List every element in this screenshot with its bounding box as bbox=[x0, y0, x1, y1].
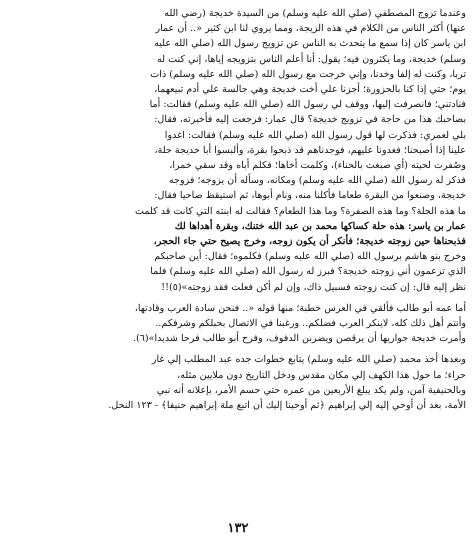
text-line: وبعدها أخذ محمد (صلي الله عليه وسلم) يتابع خطوات جده عبد المطلب إلي غار bbox=[151, 354, 466, 366]
text-line: وعندما تزوج المصطفي (صلي الله عليه وسلم) من السيدة خديجة (رضي الله bbox=[164, 8, 466, 19]
text-line: وأنتم أهل ذلك كله، لاينكر العرب فضلكم.. ورغبنا في الاتصال بحبلكم وشرفكم.. bbox=[155, 318, 466, 330]
text-line: وصُفرت لحيته (أي صبغت بالحناء)، وكلمت أخاها؛ فكلم أباه وقد سقي خمرا، bbox=[169, 160, 466, 172]
text-line: وسلم) خديجة، وما يكثرون فيه؛ يقول: أنا أعلم الناس بتزويجه إياها، إني كنت له bbox=[156, 53, 466, 65]
text-line: تربا، وكنت له إلفا وخدنا، وإني خرجت مع رسول الله (صلي الله عليه وسلم) ذات bbox=[150, 68, 466, 80]
text-line: ابن ياسر كان إذا سمع ما يتحدث به الناس عن تزويج رسول الله (صلي الله عليه bbox=[154, 38, 466, 50]
paragraph-3 bbox=[10, 352, 466, 413]
paragraph-2 bbox=[10, 301, 466, 347]
text-line: الذي تزعمون أني زوجته خديجة؟ فبرز له رسول الله (صلي الله عليه وسلم) فلما bbox=[150, 266, 466, 278]
text-line: علينا إذا أصبحنا؛ فغدونا عليهم، فوجدناهم قد ذبحوا بقرة، وألبسوا أبا خديجة حلة، bbox=[154, 144, 466, 156]
text-line: بلي لعمري: فذكرت لها قول رسول الله (صلي الله عليه وسلم) فقالت: اغدوا bbox=[164, 129, 466, 141]
text-line: وخرج بنو هاشم برسول الله (صلي الله عليه وسلم) فكلموه؛ فقال: أين صاحبكم bbox=[154, 251, 466, 263]
text-line: عنها) أكثر الناس من الكلام في هذه الزيجة، ومما يروي لنا ابن كثير «.. أن عمار bbox=[155, 23, 466, 35]
text-line: عمار بن ياسر: هذه حلة كساكها محمد بن عبد الله ختنك، وبقرة أهداها لك bbox=[174, 220, 466, 232]
text-line: وبالحنيفية آمن، ولم يكد يبلغ الأربعين من عمره حتي حسم الأمر، بإعلانه أنه نبي bbox=[156, 384, 466, 396]
page-number: ١٣٢ bbox=[227, 521, 249, 536]
text-line: فذبحناها حين زوجته خديجة؛ فأنكر أن يكون زوجه، وخرج يصيح حتي جاء الحجر، bbox=[153, 236, 466, 248]
text-line: يوم؛ حتي إذا كنا بالحزورة؛ أجزنا علي أخت خديجة وهي جالسة علي أدم تبيعهما، bbox=[154, 84, 466, 96]
text-line: أما عمه أبو طالب فألقي في العرس خطبة؛ منها قوله «.. فنحن سادة العرب وقادتها، bbox=[134, 302, 466, 314]
text-line: فذكر له رسول الله (صلي الله عليه وسلم) ومكانه، وسأله أن يزوجه؛ فزوجه bbox=[168, 175, 466, 187]
text-line: الأمة، بعد أن أوحي إليه إلي إبراهيم ﴿ثم أوحينا إليك أن اتبع ملة إبراهيم حنيفا﴾ - ١٢٣ النحل. bbox=[108, 400, 466, 412]
paragraph-1 bbox=[10, 6, 466, 295]
text-line: نظر إليه قال: إن كنت زوجته فسبيل ذاك، وإن لم أكن فعلت فقد زوجته»(٥)!! bbox=[161, 281, 466, 293]
text-line: وأمرت خديجة جواريها أن يرقصن ويضربن الدفوف، وفرح أبو طالب فرحا شديدا»(٦). bbox=[132, 333, 466, 345]
text-line: ما هذه الحلة؟ وما هذه الصفرة؟ وما هذا الطعام؟ فقالت له ابنته التي كانت قد كلمت bbox=[134, 205, 466, 217]
text-line: بصاحبك هذا من حاجة في تزويج خديجة؟ قال عمار: فرجعت إليه فأخبرته، فقال: bbox=[154, 114, 466, 126]
text-line: خديجة، وصنعوا من البقرة طعاما فأكلنا منه، ونام أبوها، ثم استيقظ صاحيا فقال: bbox=[154, 190, 466, 202]
text-line: فنادتني؛ فانصرفت إليها، ووقف لي رسول الله (صلي الله عليه وسلم) فقالت: أما bbox=[149, 99, 466, 111]
text-line: حراء؛ ما حول هذا الكهف إلي مكان مقدس ودخل التاريخ دون ملايين مثله، bbox=[177, 369, 466, 381]
